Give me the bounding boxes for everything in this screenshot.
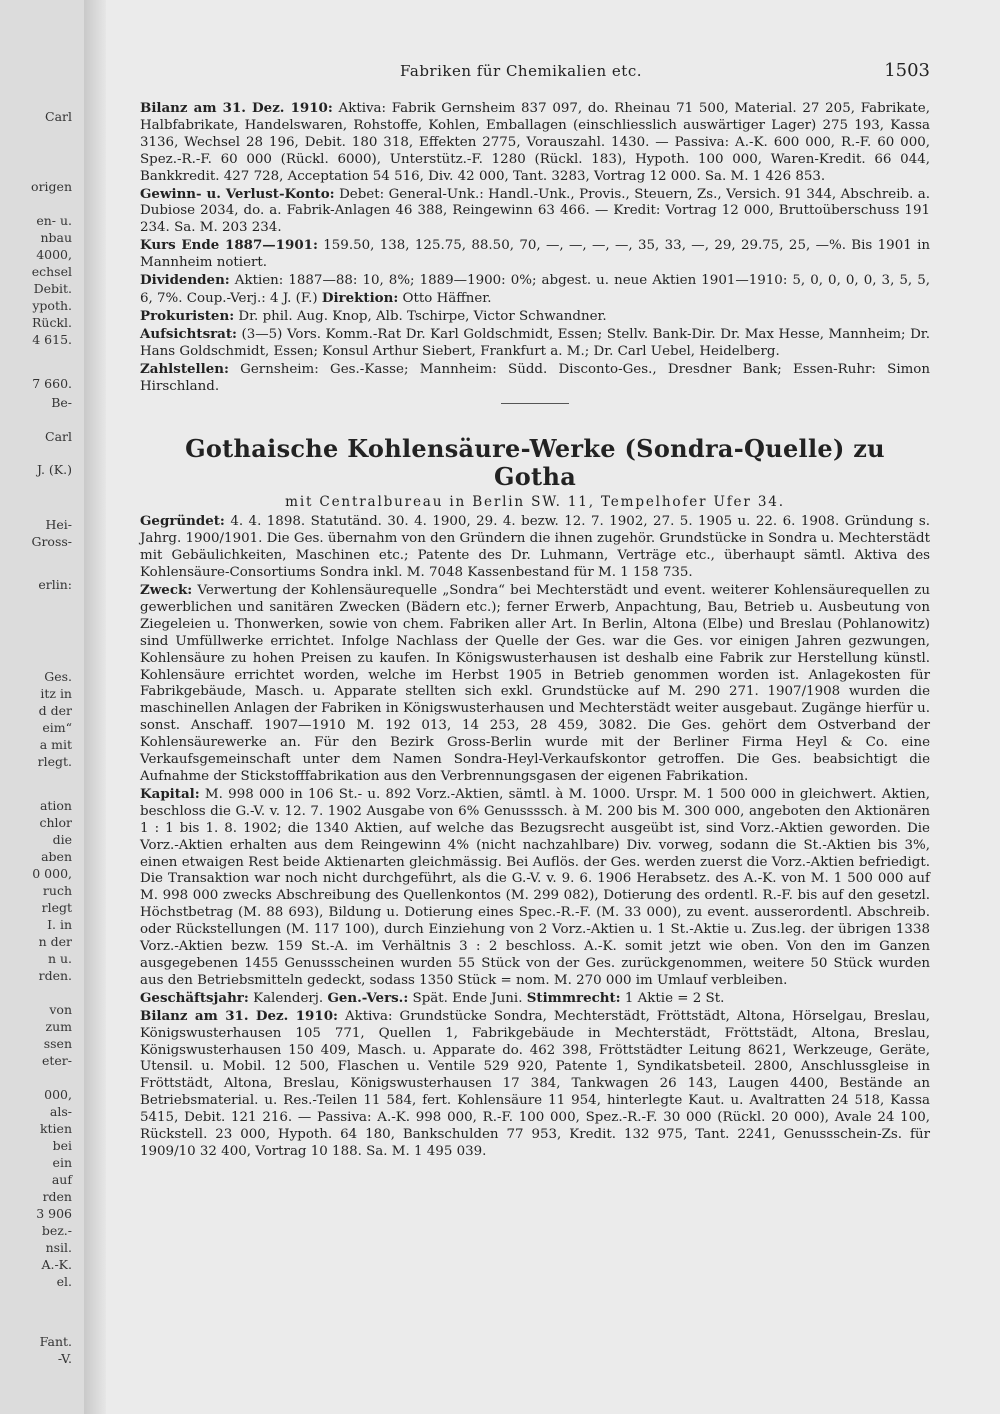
zweck-text: Verwertung der Kohlensäurequelle „Sondra“ bei Mechterstädt und event. weiterer Kohlensäurequellen zu gewerblichen und sanitären Zwecken (Bädern etc.); ferner Erwerb, Anpachtung, Bau, Betrieb u. Ausbeutung von Ziegeleien u. Thonwerken, sowie von chem. Fabriken aller Art. In Berlin, Altona (Elbe) und Breslau (Pohlanowitz) sind Umfüllwerke errichtet. Infolge Nachlass der Quelle der Ges. war die Ges. vor einigen Jahren gezwungen, Kohlensäure zu hohen Preisen zu kaufen. In Königswusterhausen ist deshalb eine Fabrik zur Herstellung künstl. Kohlensäure errichtet worden, welche im Herbst 1905 in Betrieb genommen worden ist. Anlagekosten für Fabrikgebäude, Masch. u. Apparate stellten sich exkl. Grundstücke auf M. 290 271. 1907/1908 wurden die maschinellen Anlagen der Fabriken in Königswusterhausen und Mechterstädt weiter ausgebaut. Zugänge hierfür u. sonst. Anschaff. 1907—1910 M. 192 013, 14 253, 28 459, 3082. Die Ges. gehört dem Ostverband der Kohlensäurewerke an. Für den Bezirk Gross-Berlin wurde mit der Berliner Firma Heyl & Co. eine Verkaufsgemeinschaft unter dem Namen Sondra-Heyl-Verkaufskontor getroffen. Die Ges. beabsichtigt die Aufnahme der Stickstofffabrikation aus den Verbrennungsgasen der eigenen Fabrikation.: [140, 583, 930, 784]
edge-fragment: Ges.: [44, 669, 72, 684]
geschaeftsjahr: [140, 990, 930, 1008]
company-title: Gothaische Kohlensäure-Werke (Sondra-Quelle) zu Gotha: [185, 434, 885, 492]
prev-dividenden: [140, 272, 930, 308]
edge-fragment: ssen: [43, 1036, 72, 1051]
edge-fragment: ypoth.: [32, 298, 72, 313]
bilanz-text: Aktiva: Fabrik Gernsheim 837 097, do. Rheinau 71 500, Material. 27 205, Fabrikate, Halbfabrikate, Handelswaren, Rohstoffe, Kohlen, Emballagen (einschliesslich auswärtiger Lager) 275 193, Kassa 3136, Wechsel 28 196, Debit. 180 318, Effekten 2775, Vorauszahl. 1430. — Passiva: A.-K. 600 000, R.-F. 60 000, Spez.-R.-F. 60 000 (Rückl. 6000), Unterstütz.-F. 1280 (Rückl. 183), Hypoth. 100 000, Waren-Kredit. 66 044, Bankkredit. 427 728, Acceptation 54 516, Div. 42 000, Tant. 3283, Vortrag 12 000. Sa. M. 1 426 853.: [140, 101, 930, 184]
edge-fragment: die: [52, 832, 72, 847]
prev-aufsichtsrat: [140, 326, 930, 361]
edge-fragment: chlor: [39, 815, 72, 830]
gewinn-label: Gewinn- u. Verlust-Konto:: [140, 185, 335, 202]
section-divider: [501, 403, 569, 404]
zweck-label: Zweck:: [140, 582, 193, 599]
bilanz-label: Bilanz am 31. Dez. 1910:: [140, 1007, 338, 1024]
stimmrecht-label: Stimmrecht:: [526, 989, 621, 1006]
geschaeftsjahr-text: Kalenderj.: [248, 990, 328, 1006]
zweck: [140, 582, 930, 786]
geschaeftsjahr-label: Geschäftsjahr:: [140, 989, 249, 1006]
bilanz-text: Aktiva: Grundstücke Sondra, Mechterstädt, Fröttstädt, Altona, Hörselgau, Breslau, Königswusterhausen 105 771, Quellen 1, Fabrikgebäude in Mechterstädt, Fröttstädt, Altona, Breslau, Königswusterhausen 150 409, Masch. u. Apparate do. 462 398, Fröttstädter Leitung 8621, Werkzeuge, Geräte, Utensil. u. Mobil. 12 500, Flaschen u. Ventile 529 920, Patente 1, Syndikatsbeteil. 2800, Anschlussgleise in Fröttstädt, Altona, Breslau, Königswusterhausen 17 384, Tankwagen 26 143, Laugen 4400, Bestände an Betriebsmaterial. u. Res.-Teilen 11 584, fert. Kohlensäure 11 954, hinterlegte Kaut. u. Avaltratten 24 518, Kassa 5415, Debit. 121 216. — Passiva: A.-K. 998 000, R.-F. 100 000, Spez.-R.-F. 30 000 (Rückl. 20 000), Avale 24 100, Rückstell. 23 000, Hypoth. 64 180, Bankschulden 77 953, Kredit. 132 975, Tant. 2241, Genussschein-Zs. für 1909/10 32 400, Vortrag 10 188. Sa. M. 1 495 039.: [140, 1008, 930, 1159]
prokuristen-text: Dr. phil. Aug. Knop, Alb. Tschirpe, Victor Schwandner.: [234, 308, 607, 324]
edge-fragment: en- u.: [36, 213, 72, 228]
kurs-text: 159.50, 138, 125.75, 88.50, 70, —, —, —, —, 35, 33, —, 29, 29.75, 25, —%. Bis 1901 in Mannheim notiert.: [140, 238, 930, 271]
aufsichtsrat-text: (3—5) Vors. Komm.-Rat Dr. Karl Goldschmidt, Essen; Stellv. Bank-Dir. Dr. Max Hesse, Mannheim; Dr. Hans Goldschmidt, Essen; Konsul Arthur Siebert, Frankfurt a. M.; Dr. Carl Uebel, Heidelberg.: [140, 326, 930, 359]
running-header: Fabriken für Chemikalien etc.: [400, 62, 642, 80]
prev-gewinn-verlust: [140, 186, 930, 238]
company-subtitle: mit Centralbureau in Berlin SW. 11, Tempelhofer Ufer 34.: [285, 494, 785, 511]
edge-fragment: erlin:: [38, 577, 72, 592]
edge-fragment: 000,: [44, 1087, 72, 1102]
gegruendet: [140, 513, 930, 582]
edge-fragment: eter-: [41, 1053, 72, 1068]
edge-fragment: n u.: [47, 951, 72, 966]
page-number: 1503: [884, 60, 930, 81]
edge-fragment: itz in: [40, 686, 72, 701]
edge-fragment: rlegt.: [37, 754, 72, 769]
edge-fragment: zum: [45, 1019, 72, 1034]
gewinn-text: Debet: General-Unk.: Handl.-Unk., Provis., Steuern, Zs., Versich. 91 344, Abschreib. a. Dubiose 2034, do. a. Fabrik-Anlagen 46 388, Reingewinn 63 466. — Kredit: Vortrag 12 000, Bruttoüberschuss 191 234. Sa. M. 203 234.: [140, 186, 930, 236]
zahlstellen-text: Gernsheim: Ges.-Kasse; Mannheim: Südd. Disconto-Ges., Dresdner Bank; Essen-Ruhr: Simon Hirschland.: [140, 361, 930, 394]
gegruendet-text: 4. 4. 1898. Statutänd. 30. 4. 1900, 29. 4. bezw. 12. 7. 1902, 27. 5. 1905 u. 22. 6. 1908. Gründung s. Jahrg. 1900/1901. Die Ges. übernahm von den Gründern die ihnen zugehör. Grundstücke in Sondra u. Mechterstädt mit Gebäulichkeiten, Maschinen etc.; Patente des Dr. Luhmann, Verträge etc., überhaupt sämtl. Aktiva des Kohlensäure-Consortiums Sondra inkl. M. 7048 Kassenbestand für M. 1 158 735.: [140, 514, 930, 581]
edge-fragment: 7 660.: [32, 376, 72, 391]
gen-vers-label: Gen.-Vers.:: [327, 989, 409, 1006]
edge-fragment: rden.: [38, 968, 72, 983]
edge-fragment: von: [49, 1002, 72, 1017]
edge-fragment: auf: [51, 1172, 72, 1187]
edge-fragment: Gross-: [31, 534, 72, 549]
edge-fragment: el.: [56, 1274, 72, 1289]
direktion-label: Direktion:: [321, 289, 399, 306]
dividenden-text: Aktien: 1887—88: 10, 8%; 1889—1900: 0%; abgest. u. neue Aktien 1901—1910: 5, 0, 0, 0, 0, 3, 5, 5, 6, 7%. Coup.-Verj.: 4 J. (F.): [140, 273, 930, 306]
prev-zahlstellen: [140, 361, 930, 396]
edge-fragment: ation: [39, 798, 72, 813]
kapital: [140, 786, 930, 990]
bilanz-label: Bilanz am 31. Dez. 1910:: [140, 100, 333, 116]
edge-fragment: 4000,: [36, 247, 72, 262]
edge-fragment: 4 615.: [32, 332, 72, 347]
gen-vers-text: Spät. Ende Juni.: [408, 990, 527, 1006]
edge-fragment: ktien: [39, 1121, 72, 1136]
edge-fragment: bez.-: [41, 1223, 72, 1238]
kapital-text: M. 998 000 in 106 St.- u. 892 Vorz.-Aktien, sämtl. à M. 1000. Urspr. M. 1 500 000 in gleichwert. Aktien, beschloss die G.-V. v. 12. 7. 1902 Ausgabe von 6% Genussssch. à M. 200 bis M. 300 000, angeboten den Aktionären 1 : 1 bis 1. 8. 1902; die 1340 Aktien, auf welche das Bezugsrecht ausgeübt ist, sind Vorz.-Aktien geworden. Die Vorz.-Aktien erhalten aus dem Reingewinn 4% (nicht nachzahlbare) Div. vorweg, sodann die St.-Aktien bis 3%, einen etwaigen Rest beide Aktienarten gleichmässig. Bei Auflös. der Ges. werden zuerst die Vorz.-Aktien befriedigt. Die Transaktion war noch nicht durchgeführt, als die G.-V. v. 9. 6. 1906 Herabsetz. des A.-K. von M. 1 500 000 auf M. 998 000 zwecks Abschreibung des Quellenkontos (M. 299 082), Dotierung des ordentl. R.-F. bis auf den gesetzl. Höchstbetrag (M. 88 693), Bildung u. Dotierung eines Spec.-R.-F. (M. 33 000), zu event. ausserordentl. Abschreib. oder Rückstellungen (M. 117 100), durch Einziehung von 2 Vorz.-Aktien u. 1 St.-Aktie u. Zus.leg. der übrigen 1338 Vorz.-Aktien bezw. 159 St.-A. im Verhältnis 3 : 2 beschloss. A.-K. somit jetzt wie oben. Von den im Ganzen ausgegebenen 1455 Genussscheinen wurden 55 Stück von der Ges. zurückgenommen, weitere 50 Stück wurden aus den Betriebsmitteln gedeckt, sodass 1350 Stück = nom. M. 270 000 im Umlauf verbleiben.: [140, 786, 930, 988]
company-bilanz: [140, 1008, 930, 1161]
direktion-text: Otto Häffner.: [398, 290, 492, 306]
edge-fragment: A.-K.: [41, 1257, 72, 1272]
edge-fragment: Fant.: [39, 1334, 72, 1349]
edge-fragment: 3 906: [36, 1206, 72, 1221]
prev-prokuristen: [140, 308, 930, 326]
edge-fragment: als-: [49, 1104, 72, 1119]
edge-fragment: nsil.: [45, 1240, 72, 1255]
prev-kurs: [140, 237, 930, 272]
edge-fragment: rlegt: [41, 900, 72, 915]
dividenden-label: Dividenden:: [140, 272, 230, 289]
edge-fragment: nbau: [40, 230, 72, 245]
edge-fragment: 0 000,: [32, 866, 72, 881]
kapital-label: Kapital:: [140, 785, 200, 802]
edge-fragment: -V.: [57, 1351, 72, 1366]
edge-fragment: ruch: [42, 883, 72, 898]
prev-bilanz: [140, 100, 930, 186]
edge-fragment: Hei-: [45, 517, 72, 532]
edge-fragment: ein: [52, 1155, 72, 1170]
prokuristen-label: Prokuristen:: [140, 307, 235, 324]
edge-fragment: Debit.: [33, 281, 72, 296]
edge-fragment: n der: [38, 934, 72, 949]
edge-fragment: Carl: [45, 429, 72, 444]
edge-fragment: Be-: [51, 395, 72, 410]
edge-fragment: a mit: [39, 737, 72, 752]
edge-fragment: bei: [52, 1138, 72, 1153]
aufsichtsrat-label: Aufsichtsrat:: [140, 325, 237, 342]
stimmrecht-text: 1 Aktie = 2 St.: [620, 990, 725, 1006]
edge-fragment: I. in: [47, 917, 72, 932]
edge-fragment: echsel: [31, 264, 72, 279]
kurs-label: Kurs Ende 1887—1901:: [140, 237, 318, 254]
edge-fragment: Carl: [45, 109, 72, 124]
edge-fragment: aben: [41, 849, 72, 864]
edge-fragment: eim“: [42, 720, 72, 735]
edge-fragment: origen: [31, 179, 72, 194]
gegruendet-label: Gegründet:: [140, 513, 225, 530]
page-fold-shadow: [84, 0, 106, 1414]
zahlstellen-label: Zahlstellen:: [140, 360, 229, 377]
edge-fragment: rden: [42, 1189, 72, 1204]
edge-fragment: Rückl.: [31, 315, 72, 330]
main-column: [140, 100, 930, 1161]
edge-fragment: J. (K.): [36, 462, 72, 477]
edge-fragment: d der: [38, 703, 72, 718]
